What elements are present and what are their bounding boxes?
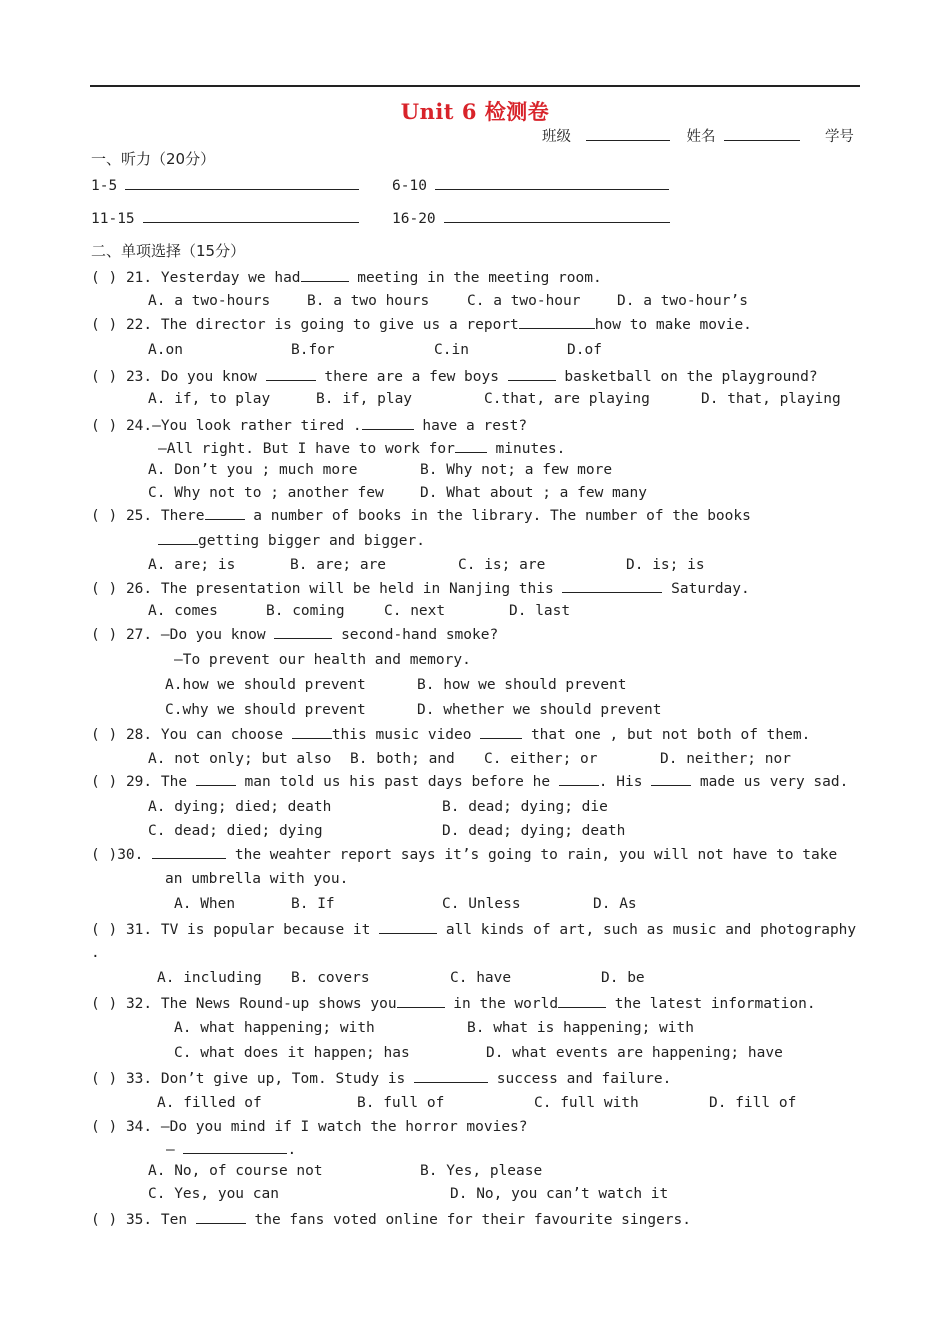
answer-line-1-5: 1-5 [91,176,359,195]
option-a[interactable]: A. dying; died; death [148,799,332,815]
fill-blank [266,367,316,381]
option-a[interactable]: A. if, to play [148,391,271,407]
option-b[interactable]: B.for [291,342,335,358]
question-24-reply: —All right. But I have to work for minutes. [158,441,566,457]
option-b[interactable]: B. covers [291,970,370,986]
fill-blank [274,625,332,639]
option-c[interactable]: C. a two-hour [467,293,581,309]
answer-paren[interactable]: ( ) [91,1119,118,1135]
answer-paren[interactable]: ( ) [91,508,118,524]
answer-paren[interactable]: ( ) [91,418,118,434]
fill-blank [397,994,445,1008]
option-d[interactable]: D. dead; dying; death [442,823,626,839]
fill-blank [152,845,226,859]
question-27-reply: —To prevent our health and memory. [174,652,471,668]
answer-paren[interactable]: ( ) [91,317,118,333]
option-b[interactable]: B. if, play [316,391,413,407]
option-b[interactable]: B. are; are [290,557,387,573]
fill-blank [196,772,236,786]
option-d[interactable]: D. As [593,896,637,912]
option-b[interactable]: B. a two hours [307,293,430,309]
question-32: ( ) 32. The News Round-up shows you in the world the latest information. [91,996,816,1012]
fill-blank [158,531,198,545]
question-22: ( ) 22. The director is going to give us a report how to make movie. [91,317,752,333]
answer-paren[interactable]: ( ) [91,727,118,743]
name-label: 姓名 [686,129,716,145]
question-30-line2: an umbrella with you. [165,871,349,887]
student-info [542,125,854,146]
question-25: ( ) 25. There a number of books in the library. The number of the books [91,508,751,524]
fill-blank [508,367,556,381]
option-a[interactable]: A. what happening; with [174,1020,375,1036]
option-d[interactable]: D.of [567,342,602,358]
fill-blank [379,920,437,934]
fill-blank [562,579,662,593]
fill-blank [205,506,245,520]
option-c[interactable]: C.why we should prevent [165,702,366,718]
option-a[interactable]: A. comes [148,603,218,619]
option-a[interactable]: A. No, of course not [148,1163,323,1179]
option-b[interactable]: B. full of [357,1095,445,1111]
answer-blank[interactable] [143,209,359,223]
option-d[interactable]: D. be [601,970,645,986]
option-c[interactable]: C. Unless [442,896,521,912]
option-b[interactable]: B. If [291,896,335,912]
fill-blank [196,1210,246,1224]
section-listening-heading: 一、听力（20分） [91,150,216,168]
fill-blank [519,315,595,329]
question-30: ( )30. the weahter report says it’s going to rain, you will not have to take [91,847,838,863]
question-35: ( ) 35. Ten the fans voted online for their favourite singers. [91,1212,691,1228]
answer-blank[interactable] [435,176,669,190]
fill-blank [480,725,522,739]
option-d[interactable]: D. what events are happening; have [486,1045,783,1061]
fill-blank [559,772,599,786]
exam-title: Unit 6 检测卷 [400,99,550,124]
option-a[interactable]: A. including [157,970,262,986]
option-c[interactable]: C. Why not to ; another few [148,485,384,501]
option-d[interactable]: D. a two-hour’s [617,293,748,309]
option-d[interactable]: D. fill of [709,1095,797,1111]
option-c[interactable]: C. is; are [458,557,546,573]
option-c[interactable]: C. either; or [484,751,598,767]
answer-line-16-20: 16-20 [392,209,670,228]
option-a[interactable]: A. Don’t you ; much more [148,462,358,478]
option-b[interactable]: B. Yes, please [420,1163,543,1179]
option-d[interactable]: D. is; is [626,557,705,573]
option-c[interactable]: C. Yes, you can [148,1186,279,1202]
answer-paren[interactable]: ( ) [91,1071,118,1087]
option-d[interactable]: D. neither; nor [660,751,791,767]
fill-blank [292,725,332,739]
option-a[interactable]: A.on [148,342,183,358]
class-label: 班级 [542,129,571,145]
question-27: ( ) 27. —Do you know second-hand smoke? [91,627,499,643]
question-34-reply: — . [166,1142,297,1158]
answer-line-11-15: 11-15 [91,209,359,228]
question-34: ( ) 34. —Do you mind if I watch the horror movies? [91,1119,528,1135]
fill-blank [455,439,487,453]
answer-paren[interactable]: ( ) [91,922,118,938]
option-c[interactable]: C. full with [534,1095,639,1111]
answer-paren[interactable]: ( ) [91,1212,118,1228]
option-d[interactable]: D. whether we should prevent [417,702,662,718]
question-28: ( ) 28. You can choose this music video that one , but not both of them. [91,727,811,743]
option-a[interactable]: A. are; is [148,557,236,573]
option-c[interactable]: C.in [434,342,469,358]
question-33: ( ) 33. Don’t give up, Tom. Study is success and failure. [91,1071,672,1087]
fill-blank [558,994,606,1008]
option-c[interactable]: C. dead; died; dying [148,823,323,839]
fill-blank [414,1069,488,1083]
option-d[interactable]: D. What about ; a few many [420,485,647,501]
answer-paren[interactable]: ( ) [91,369,118,385]
section-choice-heading: 二、单项选择（15分） [91,242,246,260]
question-31-line2: . [91,945,100,961]
option-b[interactable]: B. coming [266,603,345,619]
header-rule [90,85,860,87]
fill-blank [183,1140,287,1154]
option-c[interactable]: C. what does it happen; has [174,1045,410,1061]
answer-paren[interactable]: ( ) [91,996,118,1012]
answer-paren[interactable]: ( ) [91,270,118,286]
question-23: ( ) 23. Do you know there are a few boys basketball on the playground? [91,369,818,385]
question-25-line2: getting bigger and bigger. [158,531,425,550]
name-blank[interactable] [724,126,800,141]
question-31: ( ) 31. TV is popular because it all kinds of art, such as music and photography [91,922,857,938]
option-b[interactable]: B. dead; dying; die [442,799,608,815]
answer-paren[interactable]: ( ) [91,627,118,643]
option-a[interactable]: A. When [174,896,236,912]
option-d[interactable]: D. last [509,603,571,619]
class-blank[interactable] [586,126,670,141]
option-b[interactable]: B. both; and [350,751,455,767]
option-b[interactable]: B. Why not; a few more [420,462,613,478]
option-a[interactable]: A. not only; but also [148,751,332,767]
answer-paren[interactable]: ( ) [91,774,118,790]
question-24: ( ) 24.—You look rather tired . have a rest? [91,418,528,434]
answer-paren[interactable]: ( ) [91,847,118,863]
option-a[interactable]: A. a two-hours [148,293,271,309]
option-c[interactable]: C. next [384,603,446,619]
option-d[interactable]: D. No, you can’t watch it [450,1186,669,1202]
answer-paren[interactable]: ( ) [91,581,118,597]
answer-blank[interactable] [125,176,359,190]
option-d[interactable]: D. that, playing [701,391,841,407]
question-29: ( ) 29. The man told us his past days before he . His made us very sad. [91,774,849,790]
question-21: ( ) 21. Yesterday we had meeting in the meeting room. [91,270,602,286]
option-b[interactable]: B. how we should prevent [417,677,627,693]
answer-line-6-10: 6-10 [392,176,669,195]
fill-blank [651,772,691,786]
question-26: ( ) 26. The presentation will be held in Nanjing this Saturday. [91,581,750,597]
option-c[interactable]: C. have [450,970,512,986]
answer-blank[interactable] [444,209,670,223]
fill-blank [301,268,349,282]
option-b[interactable]: B. what is happening; with [467,1020,694,1036]
option-c[interactable]: C.that, are playing [484,391,650,407]
option-a[interactable]: A.how we should prevent [165,677,366,693]
option-a[interactable]: A. filled of [157,1095,262,1111]
id-label: 学号 [824,129,854,145]
fill-blank [362,416,414,430]
